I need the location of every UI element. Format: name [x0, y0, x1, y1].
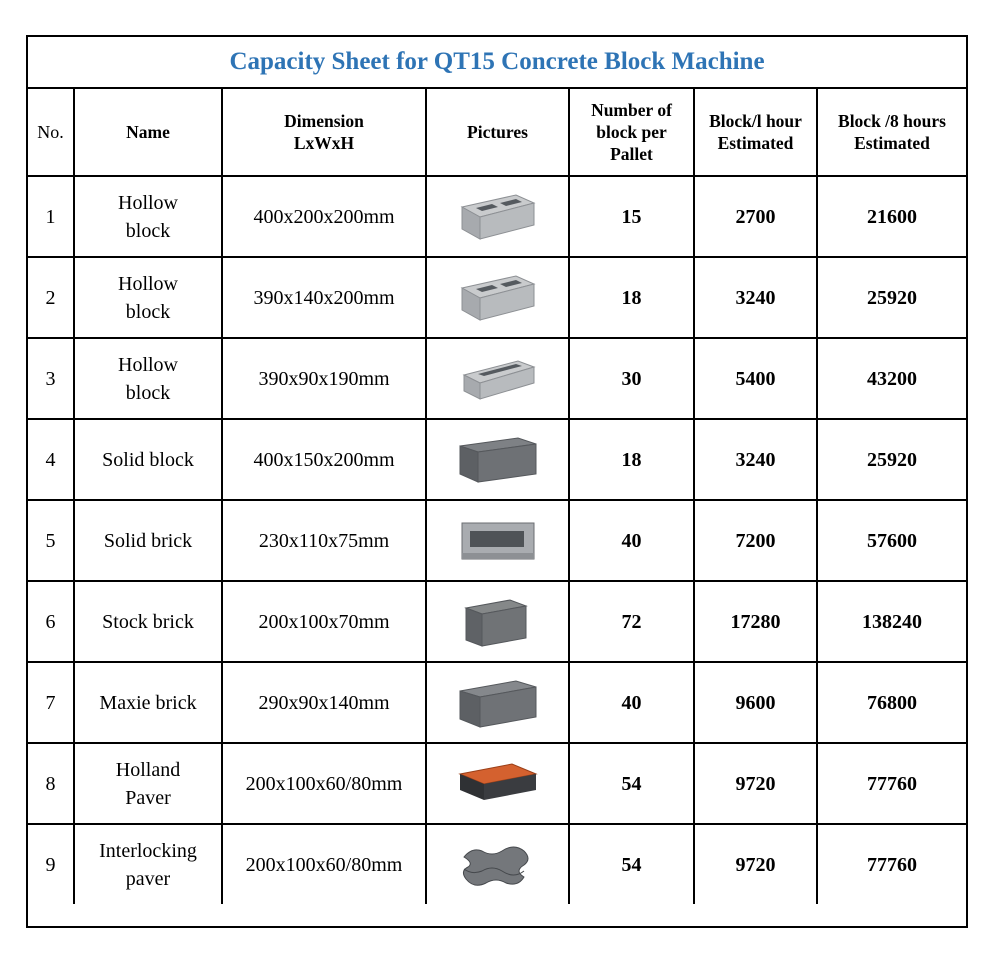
- row-picture: [426, 338, 569, 419]
- hollow-block-2-cavity-icon: [427, 191, 568, 243]
- row-per-8-hours: 138240: [817, 581, 966, 662]
- table-row: [28, 581, 966, 662]
- row-per-8-hours: 77760: [817, 824, 966, 904]
- row-name: Solid brick: [74, 500, 222, 581]
- row-dimension: 390x140x200mm: [222, 257, 426, 338]
- stock-brick-icon: [427, 596, 568, 648]
- row-per-pallet: 54: [569, 824, 694, 904]
- row-name: Hollow block: [74, 176, 222, 257]
- row-per-8-hours: 43200: [817, 338, 966, 419]
- row-per-8-hours: 76800: [817, 662, 966, 743]
- header-no: No.: [28, 89, 74, 176]
- row-no: 4: [28, 419, 74, 500]
- capacity-sheet: [26, 35, 968, 928]
- row-name: Hollow block: [74, 338, 222, 419]
- row-per-pallet: 40: [569, 662, 694, 743]
- row-per-hour: 9720: [694, 824, 817, 904]
- row-per-8-hours: 57600: [817, 500, 966, 581]
- row-per-hour: 3240: [694, 257, 817, 338]
- header-pictures: Pictures: [426, 89, 569, 176]
- row-no: 6: [28, 581, 74, 662]
- row-dimension: 290x90x140mm: [222, 662, 426, 743]
- row-dimension: 400x150x200mm: [222, 419, 426, 500]
- row-per-pallet: 40: [569, 500, 694, 581]
- table-row: [28, 824, 966, 904]
- row-per-pallet: 15: [569, 176, 694, 257]
- row-dimension: 200x100x60/80mm: [222, 824, 426, 904]
- row-per-hour: 17280: [694, 581, 817, 662]
- interlocking-paver-icon: [427, 839, 568, 891]
- hollow-block-2-cavity-icon: [427, 272, 568, 324]
- row-picture: [426, 257, 569, 338]
- row-dimension: 390x90x190mm: [222, 338, 426, 419]
- row-dimension: 230x110x75mm: [222, 500, 426, 581]
- row-per-pallet: 30: [569, 338, 694, 419]
- header-per-hour: Block/l hour Estimated: [694, 89, 817, 176]
- table-row: [28, 257, 966, 338]
- table-row: [28, 500, 966, 581]
- row-per-pallet: 18: [569, 257, 694, 338]
- table-row: [28, 176, 966, 257]
- row-picture: [426, 824, 569, 904]
- table-row: [28, 419, 966, 500]
- row-per-pallet: 72: [569, 581, 694, 662]
- hollow-block-slot-icon: [427, 353, 568, 405]
- header-row: [28, 89, 966, 176]
- row-per-hour: 5400: [694, 338, 817, 419]
- row-per-hour: 9720: [694, 743, 817, 824]
- row-picture: [426, 419, 569, 500]
- row-picture: [426, 662, 569, 743]
- header-dimension: Dimension LxWxH: [222, 89, 426, 176]
- row-picture: [426, 500, 569, 581]
- table-row: [28, 662, 966, 743]
- row-name: Stock brick: [74, 581, 222, 662]
- table-row: [28, 338, 966, 419]
- header-per-8-hours: Block /8 hours Estimated: [817, 89, 966, 176]
- row-per-8-hours: 25920: [817, 419, 966, 500]
- row-no: 2: [28, 257, 74, 338]
- row-per-8-hours: 21600: [817, 176, 966, 257]
- row-per-8-hours: 77760: [817, 743, 966, 824]
- row-no: 5: [28, 500, 74, 581]
- row-picture: [426, 743, 569, 824]
- frog-brick-icon: [427, 515, 568, 567]
- row-name: Interlocking paver: [74, 824, 222, 904]
- row-per-hour: 9600: [694, 662, 817, 743]
- holland-paver-icon: [427, 758, 568, 810]
- sheet-title: Capacity Sheet for QT15 Concrete Block Machine: [28, 37, 966, 89]
- row-no: 1: [28, 176, 74, 257]
- row-per-8-hours: 25920: [817, 257, 966, 338]
- row-no: 3: [28, 338, 74, 419]
- row-per-hour: 2700: [694, 176, 817, 257]
- row-name: Hollow block: [74, 257, 222, 338]
- maxie-brick-icon: [427, 677, 568, 729]
- solid-block-icon: [427, 434, 568, 486]
- row-picture: [426, 176, 569, 257]
- table-row: [28, 743, 966, 824]
- row-name: Solid block: [74, 419, 222, 500]
- row-dimension: 400x200x200mm: [222, 176, 426, 257]
- row-per-pallet: 54: [569, 743, 694, 824]
- row-per-hour: 3240: [694, 419, 817, 500]
- header-name: Name: [74, 89, 222, 176]
- row-per-pallet: 18: [569, 419, 694, 500]
- header-per-pallet: Number of block per Pallet: [569, 89, 694, 176]
- row-name: Holland Paver: [74, 743, 222, 824]
- row-dimension: 200x100x70mm: [222, 581, 426, 662]
- row-no: 7: [28, 662, 74, 743]
- row-dimension: 200x100x60/80mm: [222, 743, 426, 824]
- row-no: 9: [28, 824, 74, 904]
- row-picture: [426, 581, 569, 662]
- row-per-hour: 7200: [694, 500, 817, 581]
- row-name: Maxie brick: [74, 662, 222, 743]
- row-no: 8: [28, 743, 74, 824]
- capacity-table: [28, 89, 966, 904]
